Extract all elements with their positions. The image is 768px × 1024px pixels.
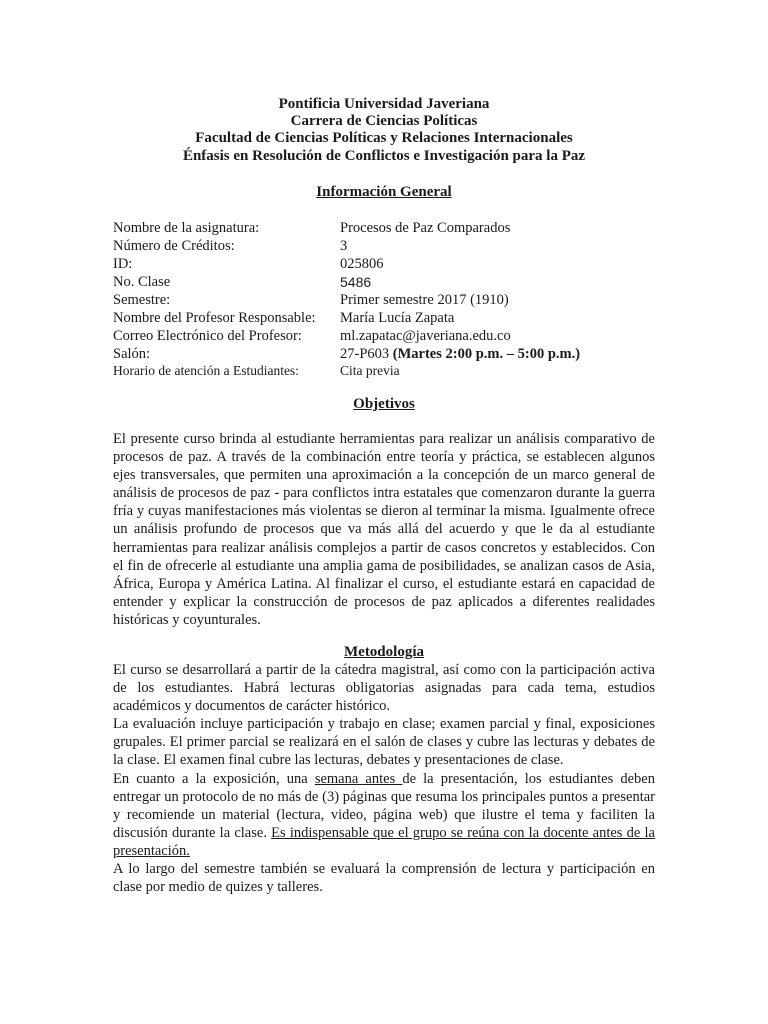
career-name: Carrera de Ciencias Políticas bbox=[290, 113, 478, 129]
underlined-text: Es indispensable que el grupo se reúna con la docente antes de la presentación. bbox=[113, 824, 655, 859]
metodologia-section-title: Metodología bbox=[344, 644, 424, 660]
info-value: 5486 bbox=[340, 274, 372, 290]
info-value bbox=[340, 345, 580, 363]
room-schedule: (Martes 2:00 p.m. – 5:00 p.m.) bbox=[392, 346, 581, 362]
info-value: Procesos de Paz Comparados bbox=[340, 220, 511, 236]
info-label: Salón: bbox=[113, 346, 151, 362]
metodologia-paragraph: La evaluación incluye participación y trabajo en clase; examen parcial y final, exposiciones grupales. El primer parcial se realizará en el salón de clases y cubre las lecturas y debates de la clase. El examen final cubre las lecturas, debates y presentaciones de clase. bbox=[113, 716, 655, 769]
objetivos-paragraph: El presente curso brinda al estudiante herramientas para realizar un análisis comparativo de procesos de paz. A través de la combinación entre teoría y práctica, se establecen algunos ejes transversales, que permiten una aproximación a la concepción de un marco general de análisis de procesos de paz - para conflictos intra estatales que comenzaron durante la guerra fría y cuyas manifestaciones más violentas se dieron al terminar la misma. Igualmente ofrece un análisis profundo de procesos que va más allá del acuerdo y que le da al estudiante herramientas para realizar análisis complejos a partir de casos concretos y establecidos. Con el fin de ofrecerle al estudiante una amplia gama de posibilidades, se analizan casos de Asia, África, Europa y América Latina. Al finalizar el curso, el estudiante estará en capacidad de entender y explicar la construcción de procesos de paz aplicados a diferentes realidades históricas y coyunturales. bbox=[113, 431, 655, 628]
info-label: No. Clase bbox=[113, 274, 171, 290]
metodologia-body bbox=[113, 661, 655, 896]
info-value: María Lucía Zapata bbox=[340, 310, 455, 326]
text-run: En cuanto a la exposición, una bbox=[113, 770, 315, 787]
info-section-title: Información General bbox=[316, 184, 452, 200]
info-label: Número de Créditos: bbox=[113, 238, 235, 254]
university-name: Pontificia Universidad Javeriana bbox=[278, 96, 490, 112]
metodologia-paragraph bbox=[113, 770, 655, 860]
info-value: Cita previa bbox=[340, 363, 400, 378]
text-run: de la presentación, los estudiantes deben entregar un protocolo de no más de (3) páginas que resuma los principales puntos a presentar y recomiende un material (lectura, video, página web) que ilustre el tema y faciliten la discusión durante la clase. bbox=[113, 770, 655, 841]
info-label: Nombre de la asignatura: bbox=[113, 220, 260, 236]
info-label: ID: bbox=[113, 256, 133, 272]
underlined-text: semana antes bbox=[314, 770, 403, 787]
metodologia-paragraph: A lo largo del semestre también se evaluará la comprensión de lectura y participación en clase por medio de quizes y talleres. bbox=[113, 861, 655, 896]
info-label: Horario de atención a Estudiantes: bbox=[113, 363, 299, 378]
emphasis-name: Énfasis en Resolución de Conflictos e Investigación para la Paz bbox=[182, 148, 586, 164]
info-value: 3 bbox=[340, 238, 348, 254]
info-label: Semestre: bbox=[113, 292, 171, 308]
info-label: Nombre del Profesor Responsable: bbox=[113, 310, 316, 326]
info-label: Correo Electrónico del Profesor: bbox=[113, 328, 302, 344]
faculty-name: Facultad de Ciencias Políticas y Relaciones Internacionales bbox=[195, 130, 573, 146]
objetivos-section-title: Objetivos bbox=[353, 396, 415, 412]
room-code: 27-P603 bbox=[340, 346, 390, 362]
info-value: 025806 bbox=[340, 256, 384, 272]
info-value: Primer semestre 2017 (1910) bbox=[340, 292, 509, 308]
metodologia-paragraph: El curso se desarrollará a partir de la cátedra magistral, así como con la participación activa de los estudiantes. Habrá lecturas obligatorias asignadas para cada tema, estudios académicos y documentos de carácter histórico. bbox=[113, 662, 655, 715]
info-value: ml.zapatac@javeriana.edu.co bbox=[340, 328, 511, 344]
